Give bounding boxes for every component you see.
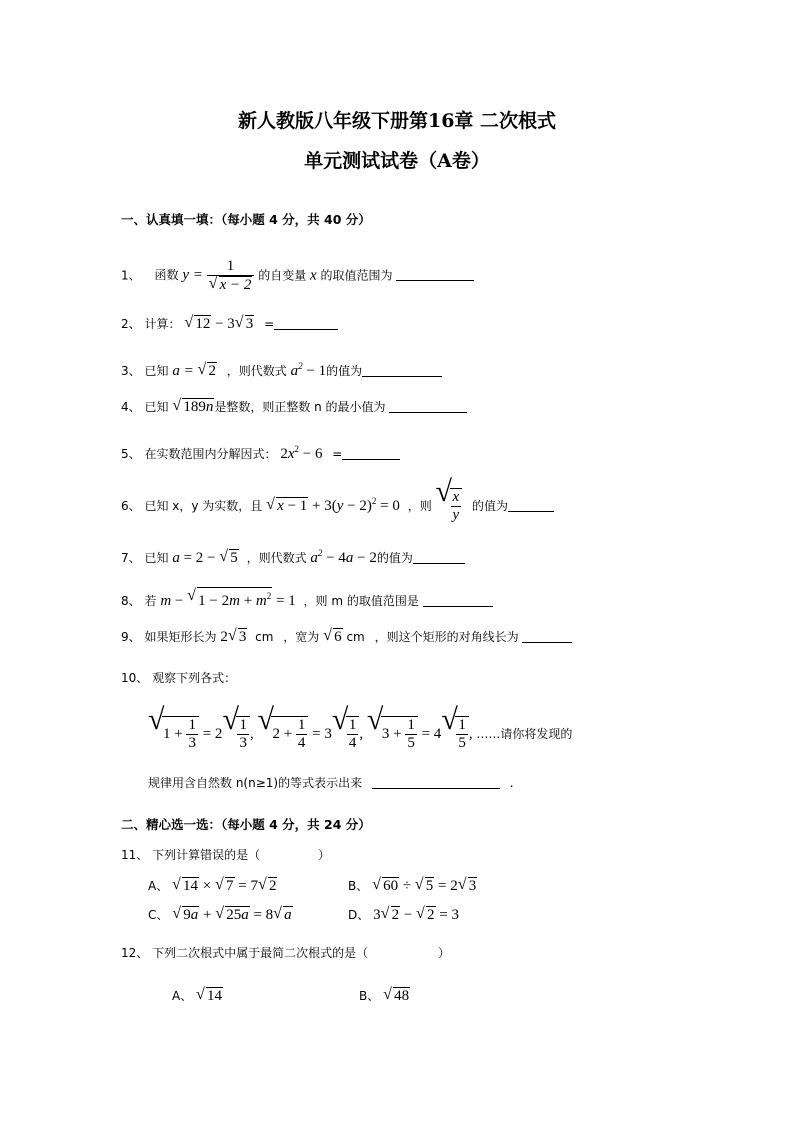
q11-option-d[interactable] xyxy=(348,905,459,925)
formula: m − √ $1 - 2m + m^2 = 1$ xyxy=(160,587,296,609)
formula: $a^2 - 4a - 2$ xyxy=(310,548,377,566)
question-10-line-2 xyxy=(148,773,514,793)
question-10 xyxy=(121,668,236,688)
option-label: D、 xyxy=(348,908,370,922)
option-label: B、 xyxy=(359,989,380,1003)
question-text: ，则代数式 xyxy=(226,364,287,378)
title-line-1: 新人教版八年级下册第16章 二次根式 xyxy=(237,110,557,132)
question-text: ，则这个矩形的对角线长为 xyxy=(374,630,519,644)
question-text: = xyxy=(332,447,343,461)
question-8 xyxy=(121,587,493,611)
question-text: 观察下列各式： xyxy=(152,671,237,685)
answer-blank[interactable] xyxy=(522,628,572,643)
question-text: ） xyxy=(317,848,330,862)
question-text: 的值为 xyxy=(472,498,509,513)
question-text: 是整数，则正整数 n 的最小值为 xyxy=(214,400,386,414)
formula: √ 60 ÷ √ 5 = 2 √ 3 xyxy=(372,876,477,894)
formula: y = 1 √ x − 2 xyxy=(182,267,254,283)
section-1-heading: 一、认真填一填：（每小题 4 分，共 40 分） xyxy=(121,212,371,227)
q11-option-a[interactable] xyxy=(148,876,277,896)
question-9 xyxy=(121,627,572,647)
title-line-2: 单元测试试卷（A卷） xyxy=(304,150,490,172)
answer-blank[interactable] xyxy=(342,445,400,460)
question-text: 已知 x，y 为实数，且 xyxy=(144,498,263,513)
question-text: ，则 m 的取值范围是 xyxy=(303,594,419,608)
option-label: A、 xyxy=(148,879,169,893)
formula: √ 14 × √ 7 = 7 √ 2 xyxy=(172,876,277,894)
formula: √ 9a + √ 25a = 8 √ a xyxy=(172,905,292,923)
question-number: 5、 xyxy=(121,447,141,461)
question-number: 1、 xyxy=(121,268,141,283)
question-text: 的值为 xyxy=(376,551,413,565)
question-number: 12、 xyxy=(121,946,149,960)
question-11 xyxy=(121,845,330,865)
answer-blank[interactable] xyxy=(362,362,442,377)
q11-option-b[interactable] xyxy=(348,876,477,896)
question-10-formula-row xyxy=(148,703,573,752)
question-5 xyxy=(121,439,400,464)
question-text: 函数 xyxy=(154,268,179,283)
formula: √ 189n xyxy=(172,397,214,415)
formula: √ 1 + $\frac{1}{3}$ = 2 √ $\frac{1}{3}$ , √ 2 + $\frac{1}{4}$ = 3 √ $\frac{1}{4}$ , √ 3 + $\frac{1}{5}$ = 4 √ $\frac{1}{5}$ , xyxy=(148,703,477,751)
question-number: 2、 xyxy=(121,317,141,331)
question-number: 8、 xyxy=(121,594,141,608)
question-number: 7、 xyxy=(121,551,141,565)
question-text: 规律用含自然数 n(n≥1)的等式表示出来 xyxy=(148,776,363,790)
answer-blank[interactable] xyxy=(396,266,474,281)
question-text: 的值为 xyxy=(326,364,363,378)
question-text: 已知 xyxy=(144,364,169,378)
formula: √ 48 xyxy=(383,986,410,1004)
section-2-heading: 二、精心选一选：（每小题 4 分，共 24 分） xyxy=(121,817,371,832)
question-number: 11、 xyxy=(121,848,149,862)
question-text: 的自变量 xyxy=(258,268,307,283)
question-number: 10、 xyxy=(121,671,149,685)
q11-option-c[interactable] xyxy=(148,905,293,925)
q12-option-b[interactable] xyxy=(359,986,410,1006)
question-12 xyxy=(121,943,450,963)
answer-blank[interactable] xyxy=(389,398,467,413)
answer-blank[interactable] xyxy=(423,592,493,607)
formula: √ 14 xyxy=(196,986,223,1004)
question-text: 如果矩形长为 xyxy=(144,630,217,644)
question-text: ，则 xyxy=(407,498,432,513)
formula: a = √ 2 xyxy=(172,361,216,379)
formula: √ 12 − 3 √ 3 xyxy=(184,314,254,332)
formula: a = 2 − √ 5 xyxy=(172,548,238,566)
unit-label: cm xyxy=(346,630,365,644)
question-text: 计算： xyxy=(144,317,181,331)
answer-blank[interactable] xyxy=(372,774,500,789)
formula: $2x^2 - 6$ xyxy=(280,444,323,462)
question-text: ，则代数式 xyxy=(246,551,307,565)
question-number: 3、 xyxy=(121,364,141,378)
answer-blank[interactable] xyxy=(413,549,465,564)
question-text: 若 xyxy=(144,594,157,608)
formula: $a^2 - 1$ xyxy=(290,361,327,379)
question-6 xyxy=(121,475,554,524)
question-text: 下列计算错误的是（ xyxy=(152,848,261,862)
formula: 2 √ 3 xyxy=(220,627,247,645)
question-text: . xyxy=(509,776,514,790)
question-text: 已知 xyxy=(144,551,169,565)
question-text: 的取值范围为 xyxy=(320,268,393,283)
question-number: 6、 xyxy=(121,498,141,513)
formula: √ 6 xyxy=(323,627,342,645)
question-text: ，宽为 xyxy=(283,630,320,644)
question-text: ） xyxy=(437,946,450,960)
question-number: 4、 xyxy=(121,400,141,414)
question-text: 下列二次根式中属于最简二次根式的是（ xyxy=(152,946,369,960)
question-7 xyxy=(121,543,465,568)
q12-option-a[interactable] xyxy=(172,986,223,1006)
answer-blank[interactable] xyxy=(508,497,554,512)
formula: √ $x - 1 + 3(y - 2)^2 = 0$ xyxy=(266,495,400,514)
option-label: C、 xyxy=(148,908,169,922)
question-text: ……请你将发现的 xyxy=(476,726,573,741)
question-3 xyxy=(121,356,442,381)
question-4 xyxy=(121,397,467,417)
option-label: A、 xyxy=(172,989,193,1003)
answer-blank[interactable] xyxy=(274,315,338,330)
formula: √ $\frac{x}{y}$ xyxy=(436,498,463,514)
option-label: B、 xyxy=(348,879,369,893)
unit-label: cm xyxy=(255,630,274,644)
question-1: 1、 函数 y = 1 √ x − 2 的自变量 x 的取值范围为 xyxy=(121,258,474,294)
question-text: = xyxy=(264,317,275,331)
question-text: 在实数范围内分解因式： xyxy=(144,447,277,461)
formula: 3 √ 2 − √ 2 = 3 xyxy=(373,905,460,923)
question-text: 已知 xyxy=(144,400,169,414)
question-2 xyxy=(121,314,338,334)
question-number: 9、 xyxy=(121,630,141,644)
